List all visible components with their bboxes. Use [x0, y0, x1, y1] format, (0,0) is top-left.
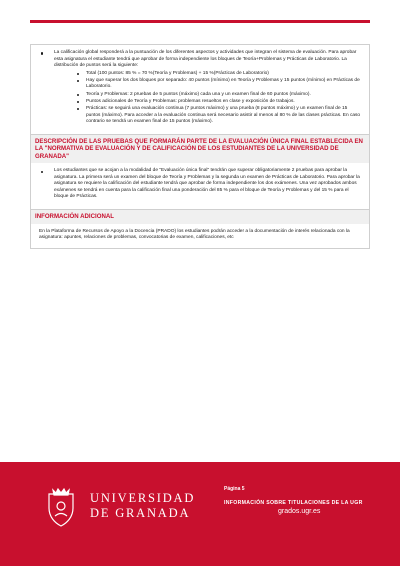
final-exam-section [31, 135, 369, 210]
evaluation-section [31, 45, 369, 135]
footer-url[interactable]: grados.ugr.es [278, 508, 321, 515]
evaluation-text: La calificación global responderá a la puntuación de los diferentes aspectos y actividades que integran el sistema de evaluación. Para aprobar esta asignatura el estudiante tendrá que aprobar de forma independiente los bloques de Teoría+Problemas y Prácticas de Laboratorio. La distribución de puntos será la siguiente: [54, 50, 357, 68]
sub-item: Teoría y Problemas: 2 pruebas de 5 puntos (máximo) cada una y un examen final de 60 puntos (máximo). [54, 92, 363, 99]
evaluation-bullet [37, 50, 363, 126]
sub-item: Puntos adicionales de Teoría y Problemas: problemas resueltos en clase y exposición de trabajos. [54, 99, 363, 106]
footer-title: INFORMACIÓN SOBRE TITULACIONES DE LA UGR [224, 500, 363, 506]
section-heading: INFORMACIÓN ADICIONAL [31, 210, 369, 224]
final-exam-bullet: Los estudiantes que se acojan a la modalidad de "Evaluación única final" tendrán que superar obligatoriamente 2 pruebas para aprobar la asignatura. La primera será un examen del bloque de Teoría y Problemas y la segunda un examen de Prácticas de Laboratorio. Para aprobar la asignatura se requiere la calificación del estudiante tendrá que aprobar de forma independiente los dos exámenes. Una vez aprobados ambos exámenes se tendrá en cuenta para la calificación final una ponderación del 85 % para el bloque de Teoría y Problemas y del 15 % para el bloque de Prácticas. [37, 168, 363, 201]
sub-item: Hay que superar los dos bloques por separado: 40 puntos (mínimo) en Teoría y Problemas y 15 puntos (mínimo) en Prácticas de Laboratorio. [54, 78, 363, 91]
additional-info-section [31, 210, 369, 249]
additional-info-text: En la Plataforma de Recursos de Apoyo a la Docencia (PRADO) los estudiantes podrán acceder a la documentación de interés relacionada con la asignatura: apuntes, relaciones de problemas, convocatorias de examen, calificaciones, etc [39, 228, 350, 241]
sub-item: Total (100 puntos: 85 % = 70 %(Teoría y Problemas) + 15 %(Prácticas de Laboratorio) [54, 71, 363, 78]
page-number: Página 5 [224, 486, 245, 492]
university-name: UNIVERSIDAD DE GRANADA [90, 491, 196, 520]
footer-band [0, 462, 400, 566]
guide-content [30, 44, 370, 249]
section-heading: DESCRIPCIÓN DE LAS PRUEBAS QUE FORMARÁN PARTE DE LA EVALUACIÓN ÚNICA FINAL ESTABLECIDA EN LA "NORMATIVA DE EVALUACIÓN Y DE CALIFICACIÓN DE LOS ESTUDIANTES DE LA UNIVERSIDAD DE GRANADA" [31, 135, 369, 164]
university-crest-icon [44, 486, 78, 528]
sub-item: Prácticas: se seguirá una evaluación continua (7 puntos máximo) y una prueba (8 puntos máximo) y un examen final de 15 puntos (máximo). Para acceder a la evaluación continua será necesario asistir al menos al 80 % de las clases prácticas. En caso contrario se tendrá un examen final de 15 puntos (máximo). [54, 106, 363, 126]
top-red-rule [30, 20, 370, 23]
